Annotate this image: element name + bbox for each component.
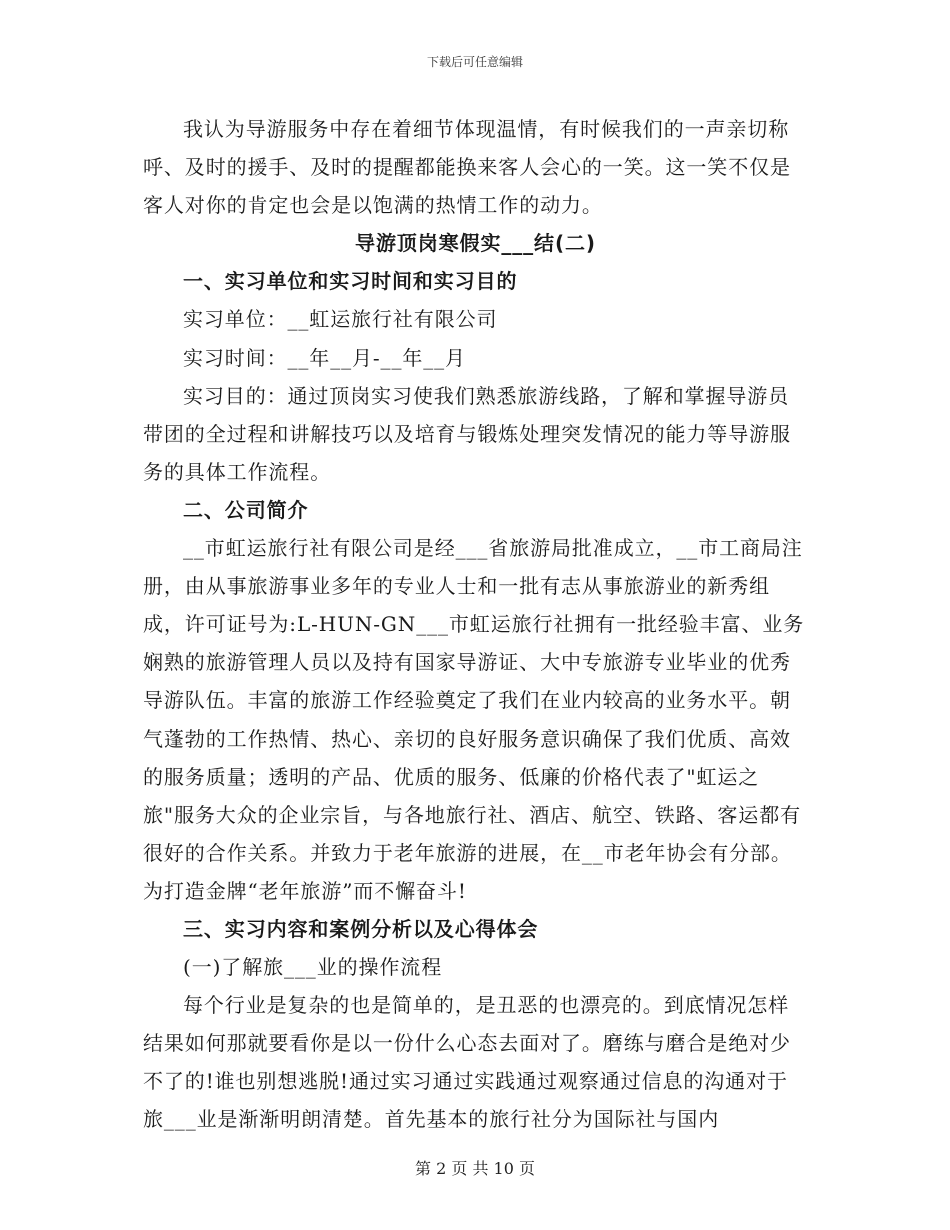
section-heading-1: 一、实习单位和实习时间和实习目的 <box>183 269 518 294</box>
subsection-heading-1: (一)了解旅___业的操作流程 <box>183 955 443 980</box>
section-heading-3: 三、实习内容和案例分析以及心得体会 <box>183 916 539 941</box>
page-footer: 第 2 页 共 10 页 <box>415 1159 535 1178</box>
paragraph-industry: 每个行业是复杂的也是简单的，是丑恶的也漂亮的。到底情况怎样结果如何那就要看你是以一份什么心态去面对了。磨练与磨合是绝对少不了的!谁也别想逃脱!通过实习通过实践通过观察通过信息的沟通对于旅___业是渐渐明朗清楚。首先基本的旅行社分为国际社与国内 <box>143 993 791 1132</box>
internship-time: 实习时间：__年__月-__年__月 <box>183 345 466 370</box>
internship-purpose: 实习目的：通过顶岗实习使我们熟悉旅游线路，了解和掌握导游员带团的全过程和讲解技巧以及培育与锻炼处理突发情况的能力等导游服务的具体工作流程。 <box>143 383 791 484</box>
internship-unit: 实习单位：__虹运旅行社有限公司 <box>183 307 498 332</box>
page-header: 下载后可任意编辑 <box>426 55 523 69</box>
section-heading-2: 二、公司简介 <box>183 497 309 522</box>
document-body <box>143 110 808 1139</box>
paragraph-intro: 我认为导游服务中存在着细节体现温情，有时候我们的一声亲切称呼、及时的援手、及时的提醒都能换来客人会心的一笑。这一笑不仅是客人对你的肯定也会是以饱满的热情工作的动力。 <box>143 117 791 218</box>
document-title: 导游顶岗寒假实___结(二) <box>355 231 596 256</box>
company-intro: __市虹运旅行社有限公司是经___省旅游局批准成立，__市工商局注册，由从事旅游事业多年的专业人士和一批有志从事旅游业的新秀组成，许可证号为:L-HUN-GN___市虹运旅行社拥有一批经验丰富、业务娴熟的旅游管理人员以及持有国家导游证、大中专旅游专业毕业的优秀导游队伍。丰富的旅游工作经验奠定了我们在业内较高的业务水平。朝气蓬勃的工作热情、热心、亲切的良好服务意识确保了我们优质、高效的服务质量；透明的产品、优质的服务、低廉的价格代表了"虹运之旅"服务大众的企业宗旨，与各地旅行社、酒店、航空、铁路、客运都有很好的合作关系。并致力于老年旅游的进展，在__市老年协会有分部。为打造金牌“老年旅游”而不懈奋斗! <box>143 536 805 903</box>
